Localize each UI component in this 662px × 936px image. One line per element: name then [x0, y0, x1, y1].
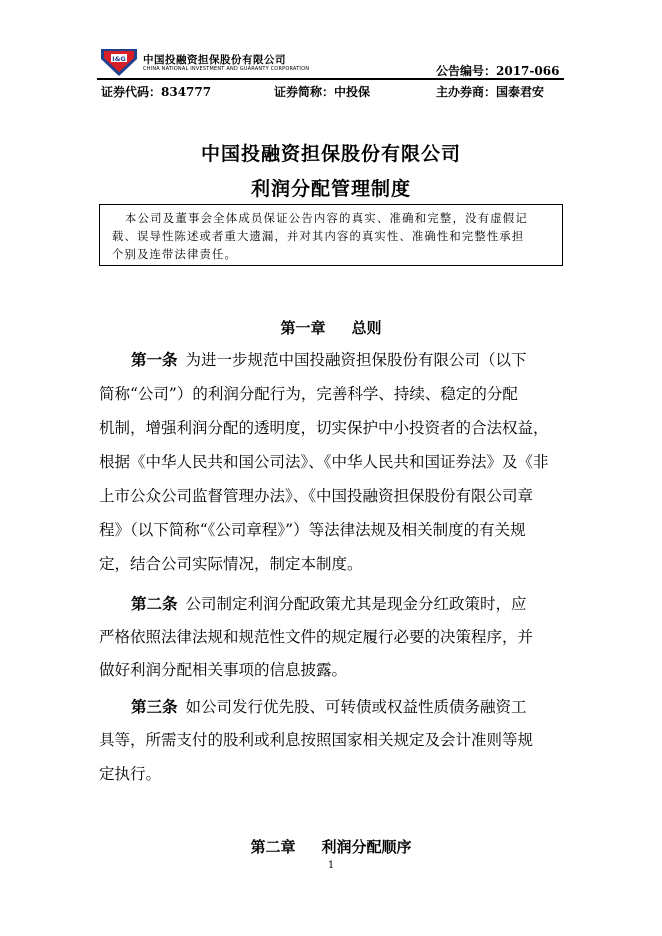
document-title-company: 中国投融资担保股份有限公司 — [200, 143, 461, 165]
article-1-line: 机制，增强利润分配的透明度，切实保护中小投资者的合法权益， — [99, 419, 549, 437]
sponsor-broker: 主办券商：国泰君安 — [436, 85, 545, 99]
document-title-policy: 利润分配管理制度 — [250, 178, 411, 200]
article-3-line: 具等，所需支付的股利或利息按照国家相关规定及会计准则等规 — [99, 731, 534, 749]
svg-text:I&G: I&G — [112, 55, 126, 63]
article-2-line: 第二条 公司制定利润分配政策尤其是现金分红政策时，应 — [131, 594, 527, 613]
article-1-line: 定，结合公司实际情况，制定本制度。 — [99, 555, 363, 573]
disclaimer-line: 个别及连带法律责任。 — [112, 248, 237, 261]
article-label: 第一条 — [131, 350, 178, 369]
company-name-cn: 中国投融资担保股份有限公司 — [143, 54, 286, 66]
chapter-heading — [0, 836, 662, 857]
stock-code: 证券代码：834777 — [101, 85, 212, 99]
company-logo — [101, 49, 137, 76]
article-2-line: 严格依照法律法规和规范性文件的规定履行必要的决策程序，并 — [99, 628, 534, 646]
article-label: 第三条 — [131, 697, 178, 716]
stock-short-name: 证券简称：中投保 — [274, 85, 371, 99]
article-3-line: 第三条 如公司发行优先股、可转债或权益性质债务融资工 — [131, 697, 527, 716]
chapter-number: 第一章 — [280, 319, 326, 337]
chapter-name: 总则 — [351, 319, 382, 337]
article-1-line: 上市公众公司监督管理办法》、《中国投融资担保股份有限公司章 — [99, 487, 534, 505]
page-number: 1 — [327, 860, 335, 871]
article-1-line: 简称“公司”）的利润分配行为，完善科学、持续、稳定的分配 — [99, 385, 518, 403]
article-label: 第二条 — [131, 594, 178, 613]
chapter-name: 利润分配顺序 — [321, 838, 412, 856]
article-3-line: 定执行。 — [99, 765, 162, 783]
chapter-number: 第二章 — [250, 838, 296, 856]
announcement-number: 公告编号：2017-066 — [436, 64, 560, 78]
disclaimer-line: 本公司及董事会全体成员保证公告内容的真实、准确和完整，没有虚假记 — [125, 212, 529, 225]
company-name-en: CHINA NATIONAL INVESTMENT AND GUARANTY CORPORATION — [143, 66, 310, 72]
article-1-line: 根据《中华人民共和国公司法》、《中华人民共和国证券法》及《非 — [99, 453, 549, 471]
disclaimer-line: 载、误导性陈述或者重大遗漏，并对其内容的真实性、准确性和完整性承担 — [112, 230, 525, 243]
article-1-line: 第一条 为进一步规范中国投融资担保股份有限公司（以下 — [131, 350, 527, 369]
article-2-line: 做好利润分配相关事项的信息披露。 — [99, 661, 348, 679]
chapter-heading — [0, 317, 662, 338]
header-divider — [97, 78, 564, 80]
article-1-line: 程》（以下简称“《公司章程》”）等法律法规及相关制度的有关规 — [99, 521, 526, 539]
